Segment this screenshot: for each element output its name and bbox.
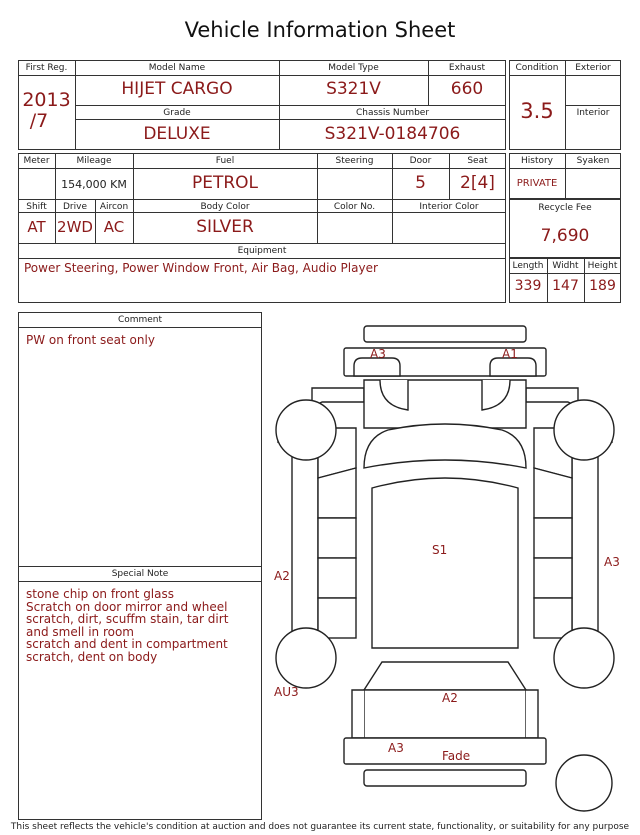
front-left-wheel: [276, 400, 336, 460]
damage-mark-front-left: A3: [370, 347, 386, 361]
special-note-line: scratch and dent in compartment: [26, 637, 228, 651]
interior-label: Interior: [576, 108, 610, 118]
length-label: Length: [512, 261, 544, 271]
disclaimer-footer: This sheet reflects the vehicle's condition at auction and does not guarantee its current state, functionality, or suitability for any purpose: [10, 822, 630, 832]
special-note-line: and smell in room: [26, 624, 134, 639]
door-label: Door: [409, 156, 432, 166]
equipment-label: Equipment: [237, 246, 287, 256]
color-no-label: Color No.: [333, 202, 376, 212]
equipment-value: Power Steering, Power Window Front, Air Bag, Audio Player: [24, 261, 378, 275]
drive-value: 2WD: [57, 218, 93, 236]
rear-bumper: [364, 770, 526, 786]
roof: [372, 478, 518, 648]
chassis-number-value: S321V-0184706: [324, 124, 461, 144]
condition-score: 3.5: [520, 99, 554, 123]
fuel-label: Fuel: [215, 156, 235, 166]
first-reg-label: First Reg.: [25, 63, 68, 73]
history-value: PRIVATE: [516, 178, 558, 189]
car-damage-diagram: [262, 318, 640, 820]
exhaust-value: 660: [450, 79, 484, 99]
seat-value: 2[4]: [460, 173, 495, 193]
rear-right-wheel: [554, 628, 614, 688]
special-note-line: stone chip on front glass: [26, 587, 175, 601]
recycle-fee-value: 7,690: [540, 226, 590, 246]
damage-mark-rear-left-wheel: AU3: [274, 685, 299, 699]
aircon-value: AC: [103, 218, 125, 236]
body-color-label: Body Color: [200, 202, 250, 212]
history-label: History: [520, 156, 554, 166]
exterior-label: Exterior: [575, 63, 611, 73]
width-value: 147: [552, 278, 579, 294]
special-note-line: Scratch on door mirror and wheel: [26, 599, 228, 614]
shift-value: AT: [27, 218, 46, 236]
aircon-label: Aircon: [99, 202, 129, 212]
model-name-label: Model Name: [148, 63, 206, 73]
exhaust-label: Exhaust: [448, 63, 486, 73]
special-note-line: scratch, dent on body: [26, 649, 158, 664]
interior-color-label: Interior Color: [419, 202, 479, 212]
condition-label: Condition: [515, 63, 559, 73]
mileage-label: Mileage: [76, 156, 112, 166]
model-type-value: S321V: [326, 79, 381, 99]
meter-label: Meter: [23, 156, 50, 166]
fuel-value: PETROL: [191, 173, 259, 193]
windshield: [364, 424, 526, 468]
drive-label: Drive: [63, 202, 87, 212]
model-name-value: HIJET CARGO: [121, 79, 233, 99]
damage-mark-rear-bumper: A3: [388, 741, 404, 755]
recycle-fee-label: Recycle Fee: [538, 203, 592, 213]
chassis-number-label: Chassis Number: [355, 108, 430, 118]
damage-mark-rear-door: A2: [442, 691, 458, 705]
first-reg-month: /7: [29, 110, 49, 132]
special-note-label: Special Note: [111, 569, 169, 579]
grade-value: DELUXE: [143, 124, 211, 144]
damage-mark-left-side: A2: [274, 569, 290, 583]
body-color-value: SILVER: [196, 217, 254, 237]
grade-label: Grade: [163, 108, 191, 118]
height-value: 189: [589, 278, 616, 294]
damage-mark-roof: S1: [432, 543, 448, 557]
comment-label: Comment: [117, 315, 163, 325]
seat-label: Seat: [467, 156, 488, 166]
front-bumper: [364, 326, 526, 342]
first-reg-year: 2013: [22, 89, 71, 111]
rear-left-wheel: [276, 628, 336, 688]
syaken-label: Syaken: [576, 156, 610, 166]
width-label: Widht: [552, 261, 579, 271]
comment-text: PW on front seat only: [26, 333, 155, 347]
damage-mark-rear-panel: Fade: [442, 749, 471, 763]
front-right-wheel: [554, 400, 614, 460]
height-label: Height: [587, 261, 618, 271]
steering-label: Steering: [335, 156, 374, 166]
mileage-value: 154,000 KM: [61, 178, 127, 191]
special-note-line: scratch, dirt, scuffm stain, tar dirt: [26, 612, 229, 626]
model-type-label: Model Type: [328, 63, 379, 73]
damage-mark-front-right: A1: [502, 347, 518, 361]
shift-label: Shift: [26, 202, 47, 212]
rear-glass: [364, 662, 526, 690]
page-title: Vehicle Information Sheet: [184, 18, 456, 42]
damage-mark-right-side: A3: [604, 555, 620, 569]
door-value: 5: [415, 173, 426, 193]
spare-wheel: [556, 755, 612, 811]
length-value: 339: [514, 278, 542, 294]
